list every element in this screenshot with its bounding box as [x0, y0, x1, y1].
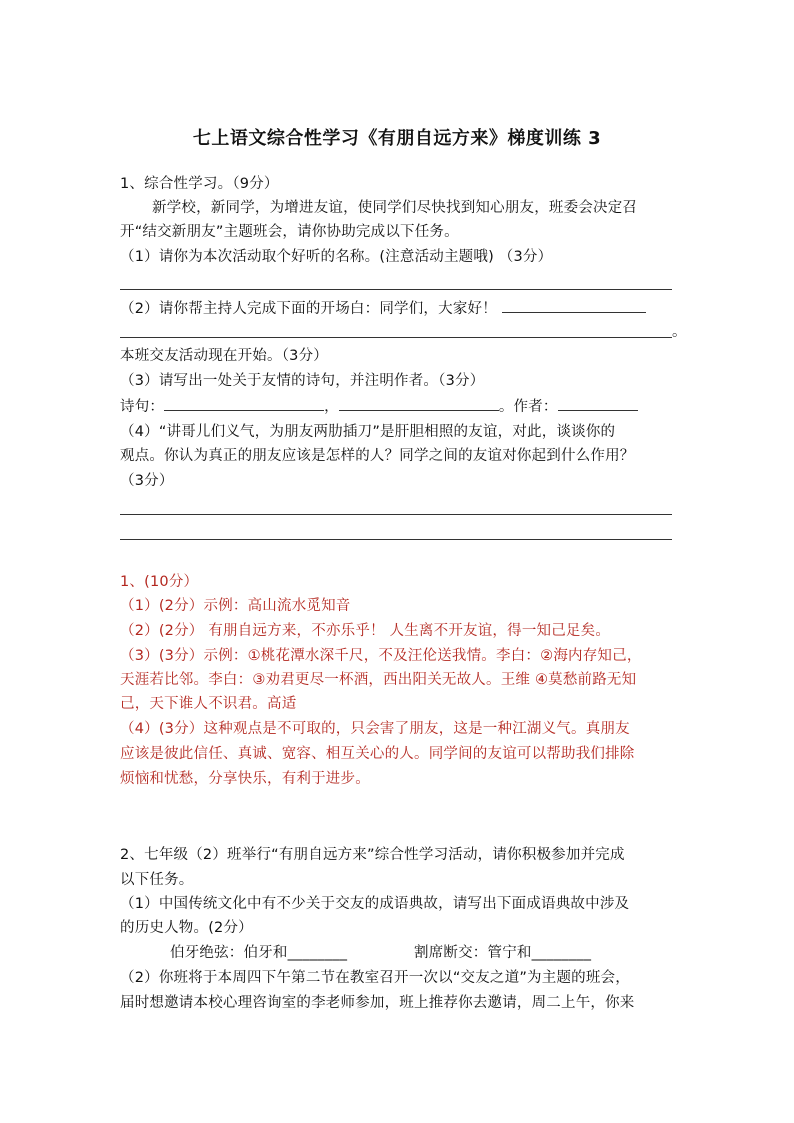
- q2-part2-line1: （2）你班将于本周四下午第二节在教室召开一次以“交友之道”为主题的班会，: [120, 970, 630, 986]
- page-title: 七上语文综合性学习《有朋自远方来》梯度训练 3: [192, 128, 602, 149]
- poem-comma: ，: [324, 399, 339, 415]
- q2-part1-line1: （1）中国传统文化中有不少关于交友的成语典故，请写出下面成语典故中涉及: [120, 896, 630, 912]
- answer1-part3-line2: [120, 670, 636, 690]
- q1-intro-line1: 新学校，新同学，为增进友谊，使同学们尽快找到知心朋友，班委会决定召: [152, 200, 638, 216]
- q1-intro-line2: 开“结交新朋友”主题班会，请你协助完成以下任务。: [120, 224, 459, 240]
- q1-part2-period: 。: [672, 324, 687, 340]
- poem-quote: 天涯若比邻。李白：: [120, 672, 253, 688]
- answer-line: [120, 337, 672, 338]
- answer1-header: 1、(10分）: [120, 574, 199, 590]
- poem-author: 李白：: [496, 648, 541, 664]
- answer1-part1: （1）(2分）示例：高山流水觅知音: [120, 598, 351, 614]
- answer1-part4-line2: 应该是彼此信任、真诚、宽容、相互关心的人。同学间的友谊可以帮助我们排除: [120, 746, 635, 762]
- q1-part4-line3: （3分）: [120, 473, 174, 489]
- q1-part2-text: （2）请你帮主持人完成下面的开场白：同学们，大家好！: [120, 301, 497, 317]
- idiom-item-boya: 伯牙绝弦：伯牙和________: [170, 945, 348, 961]
- q1-part2-prompt: [120, 298, 646, 319]
- answer1-part3-line1: [120, 646, 642, 666]
- answer-label: （3）(3分）示例：: [120, 648, 248, 664]
- author-blank: [558, 396, 638, 411]
- answer1-part3-line3: 己，天下谁人不识君。高适: [120, 696, 297, 712]
- poem-quote: ①桃花潭水深千尺，不及汪伦送我情。: [247, 648, 497, 664]
- q1-part1-prompt: （1）请你为本次活动取个好听的名称。(注意活动主题哦) （3分）: [120, 249, 553, 265]
- poem-blank-2: [339, 396, 499, 411]
- q1-part2-continued: 本班交友活动现在开始。（3分）: [120, 348, 328, 364]
- poem-author: 王维: [500, 672, 535, 688]
- poem-blank-1: [164, 396, 324, 411]
- poem-quote: ④莫愁前路无知: [534, 672, 637, 688]
- answer1-part4-line1: （4）(3分）这种观点是不可取的，只会害了朋友，这是一种江湖义气。真朋友: [120, 721, 630, 737]
- poem-quote: ③劝君更尽一杯酒，西出阳关无故人。: [252, 672, 501, 688]
- q1-header: 1、综合性学习。（9分）: [120, 176, 279, 192]
- idiom-item-gexi: 割席断交：管宁和________: [414, 945, 592, 961]
- answer1-part2: （2）(2分） 有朋自远方来，不亦乐乎！ 人生离不开友谊，得一知己足矣。: [120, 623, 611, 639]
- q1-part3-prompt: （3）请写出一处关于友情的诗句，并注明作者。（3分）: [120, 373, 485, 389]
- q2-intro-line2: 以下任务。: [120, 872, 194, 888]
- answer-line: [120, 539, 672, 540]
- answer1-part4-line3: 烦恼和忧愁，分享快乐，有利于进步。: [120, 771, 370, 787]
- author-label: 。作者：: [498, 399, 558, 415]
- answer-line: [120, 514, 672, 515]
- q1-part4-line2: 观点。你认为真正的朋友应该是怎样的人？同学之间的友谊对你起到什么作用？: [120, 448, 635, 464]
- answer-blank: [502, 298, 646, 313]
- poem-quote: ②海内存知己，: [540, 648, 642, 664]
- q2-part1-line2: 的历史人物。(2分）: [120, 920, 253, 936]
- poem-label: 诗句：: [120, 399, 165, 415]
- q2-intro-line1: 2、七年级（2）班举行“有朋自远方来”综合性学习活动，请你积极参加并完成: [120, 847, 625, 863]
- q1-part4-line1: （4）“讲哥儿们义气，为朋友两肋插刀”是肝胆相照的友谊，对此，谈谈你的: [120, 424, 616, 440]
- q1-part3-answer-row: [120, 396, 638, 417]
- answer-line: [120, 289, 672, 290]
- q2-part2-line2: 届时想邀请本校心理咨询室的李老师参加，班上推荐你去邀请，周二上午，你来: [120, 995, 635, 1011]
